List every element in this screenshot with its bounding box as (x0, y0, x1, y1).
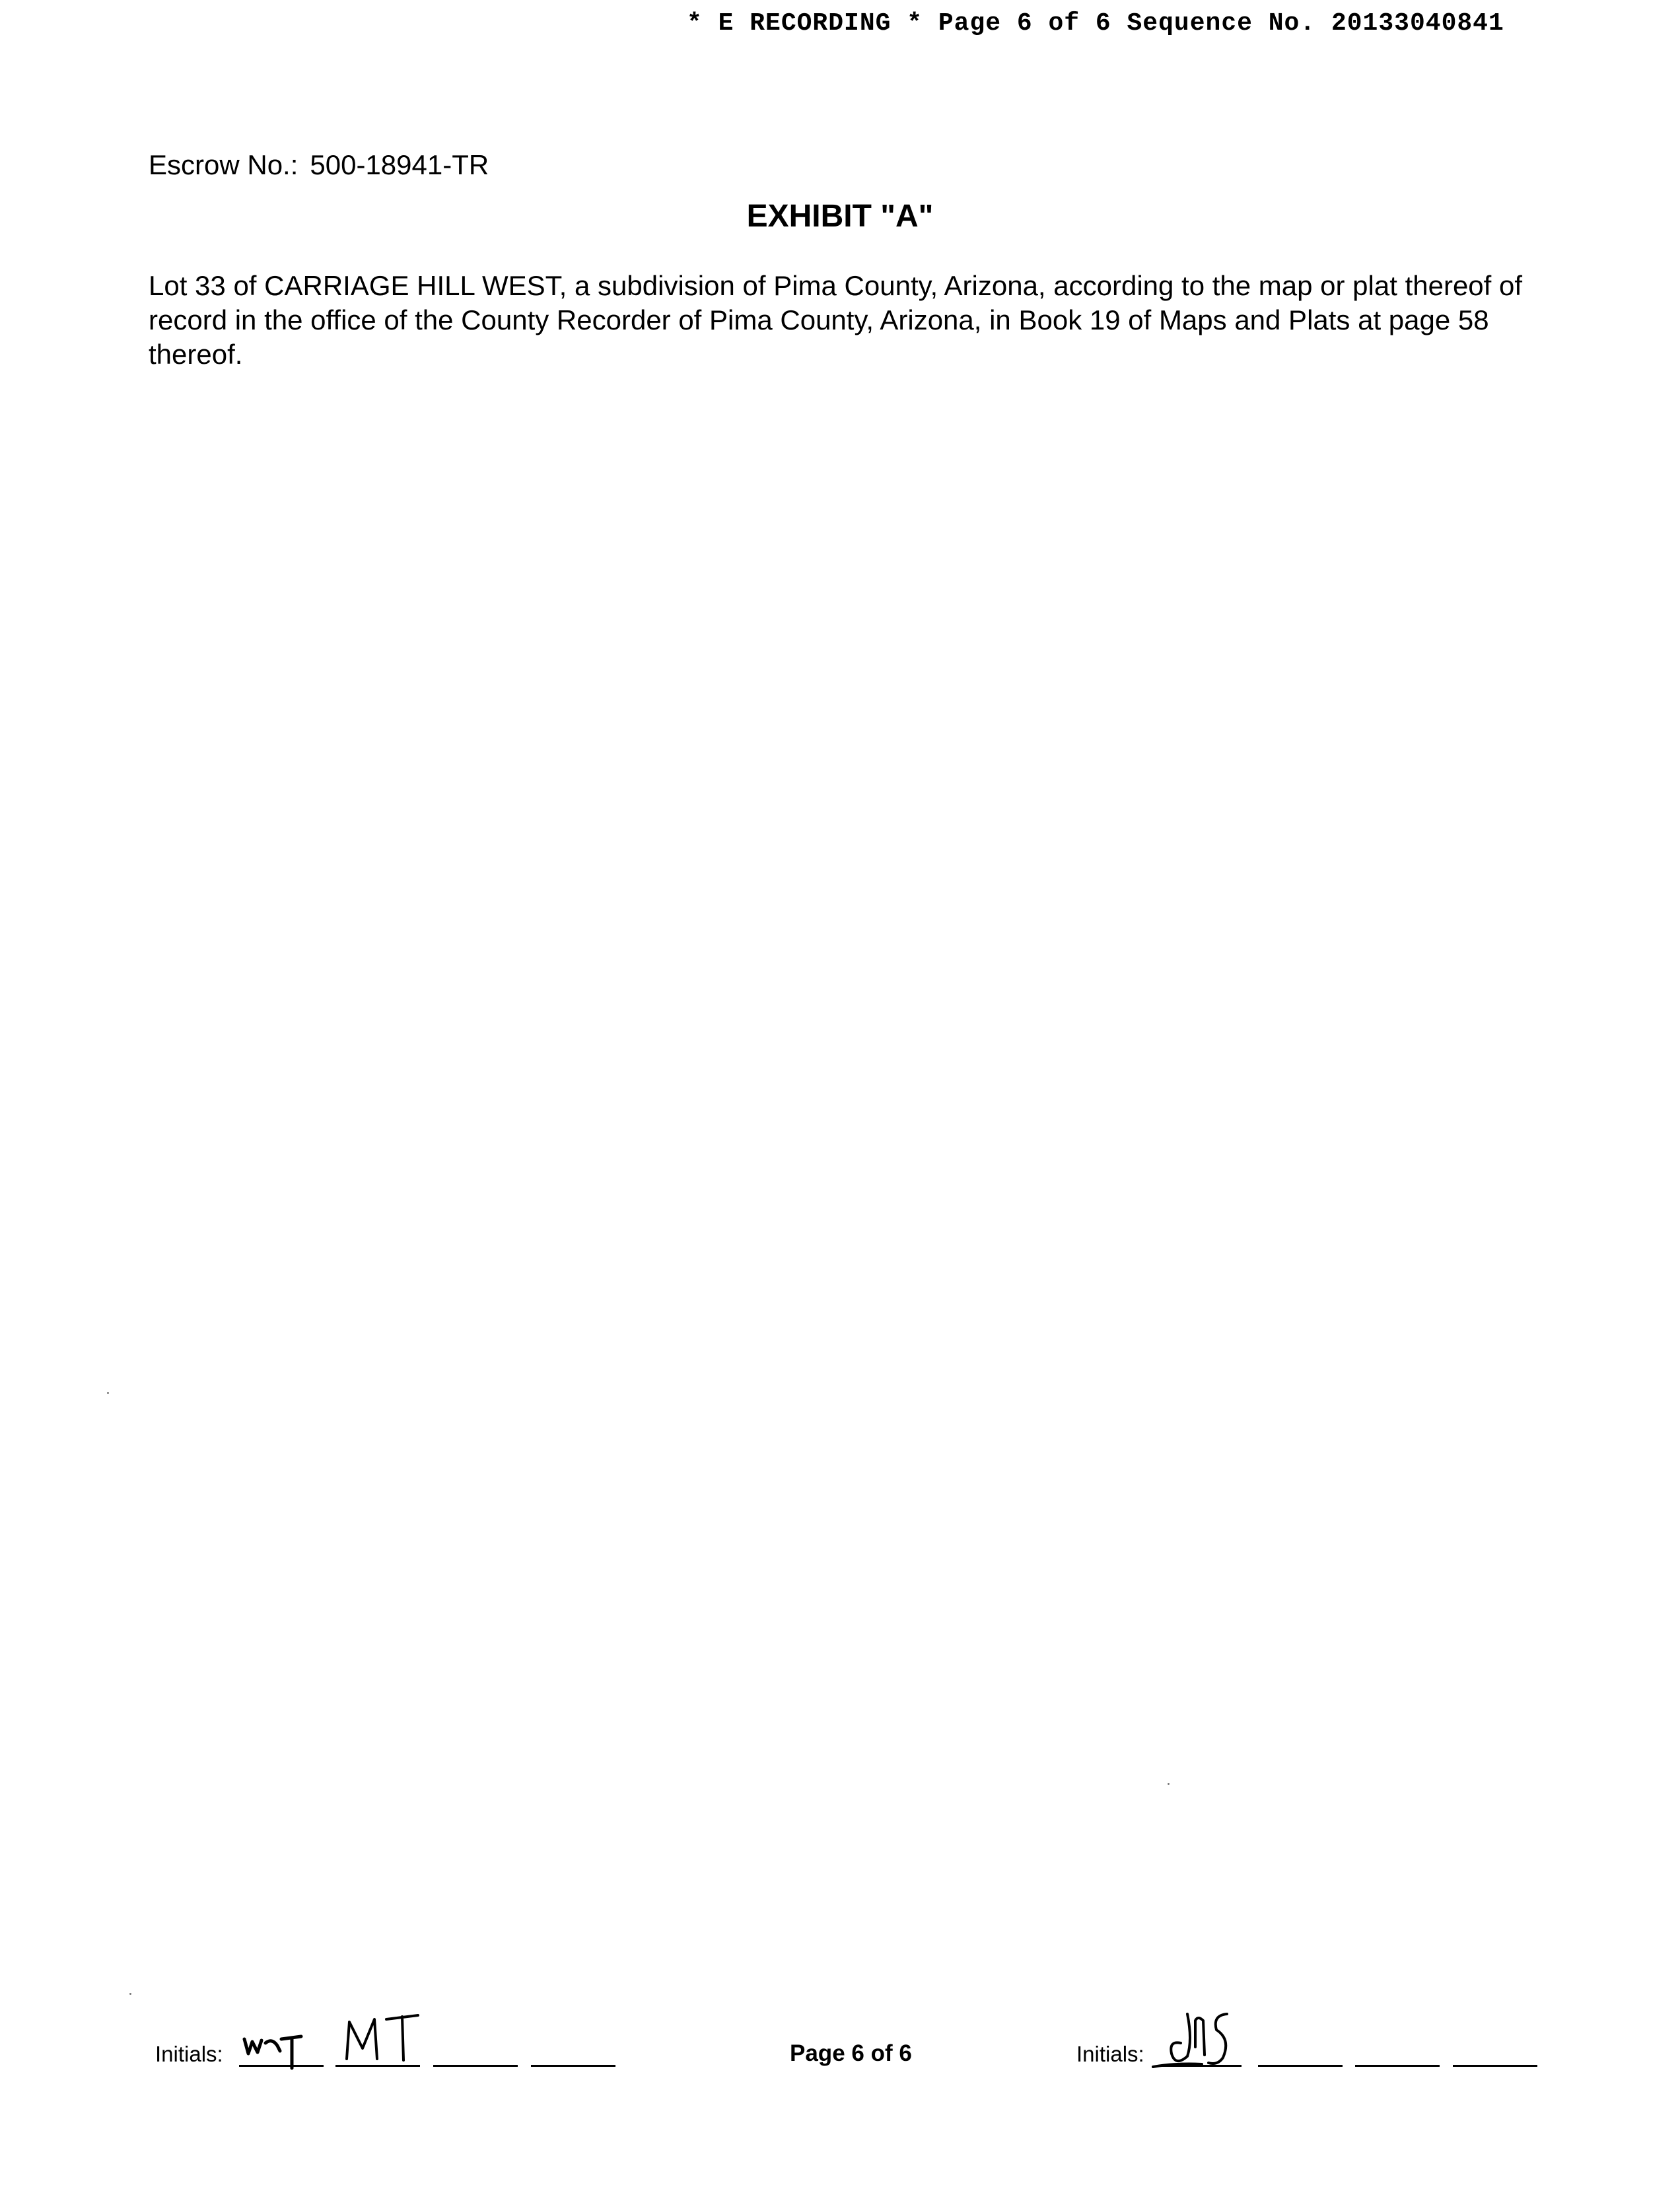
scan-speck (129, 1993, 131, 1995)
right-initials-blank-3[interactable] (1355, 2065, 1440, 2067)
scan-speck (107, 1392, 109, 1394)
handwritten-initials-signature (239, 2019, 325, 2072)
page-number: Page 6 of 6 (790, 2040, 912, 2066)
right-initials-blank-2[interactable] (1258, 2065, 1343, 2067)
right-initials-blank-4[interactable] (1453, 2065, 1537, 2067)
right-initials-label: Initials: (1076, 2042, 1144, 2066)
scan-speck (1168, 1783, 1170, 1785)
left-initials-blank-1[interactable] (239, 2065, 324, 2067)
left-initials-blank-3[interactable] (433, 2065, 518, 2067)
right-initials-blank-1[interactable] (1157, 2065, 1242, 2067)
handwritten-initials-signature (340, 2006, 426, 2072)
left-initials-blank-2[interactable] (335, 2065, 420, 2067)
legal-description: Lot 33 of CARRIAGE HILL WEST, a subdivision of Pima County, Arizona, according to the map or plat thereof of record in the office of the County Recorder of Pima County, Arizona, in Book 19 of Maps and Plats at page 58 thereof. (149, 270, 1523, 370)
initials-footer (0, 2021, 1680, 2100)
handwritten-initials-signature (1149, 2001, 1248, 2080)
escrow-line (149, 149, 489, 181)
escrow-number: 500-18941-TR (310, 149, 489, 180)
exhibit-title: EXHIBIT "A" (746, 199, 934, 234)
escrow-label: Escrow No.: (149, 149, 298, 180)
left-initials-label: Initials: (155, 2042, 223, 2066)
recording-header: * E RECORDING * Page 6 of 6 Sequence No. 20133040841 (687, 9, 1504, 38)
left-initials-blank-4[interactable] (531, 2065, 615, 2067)
